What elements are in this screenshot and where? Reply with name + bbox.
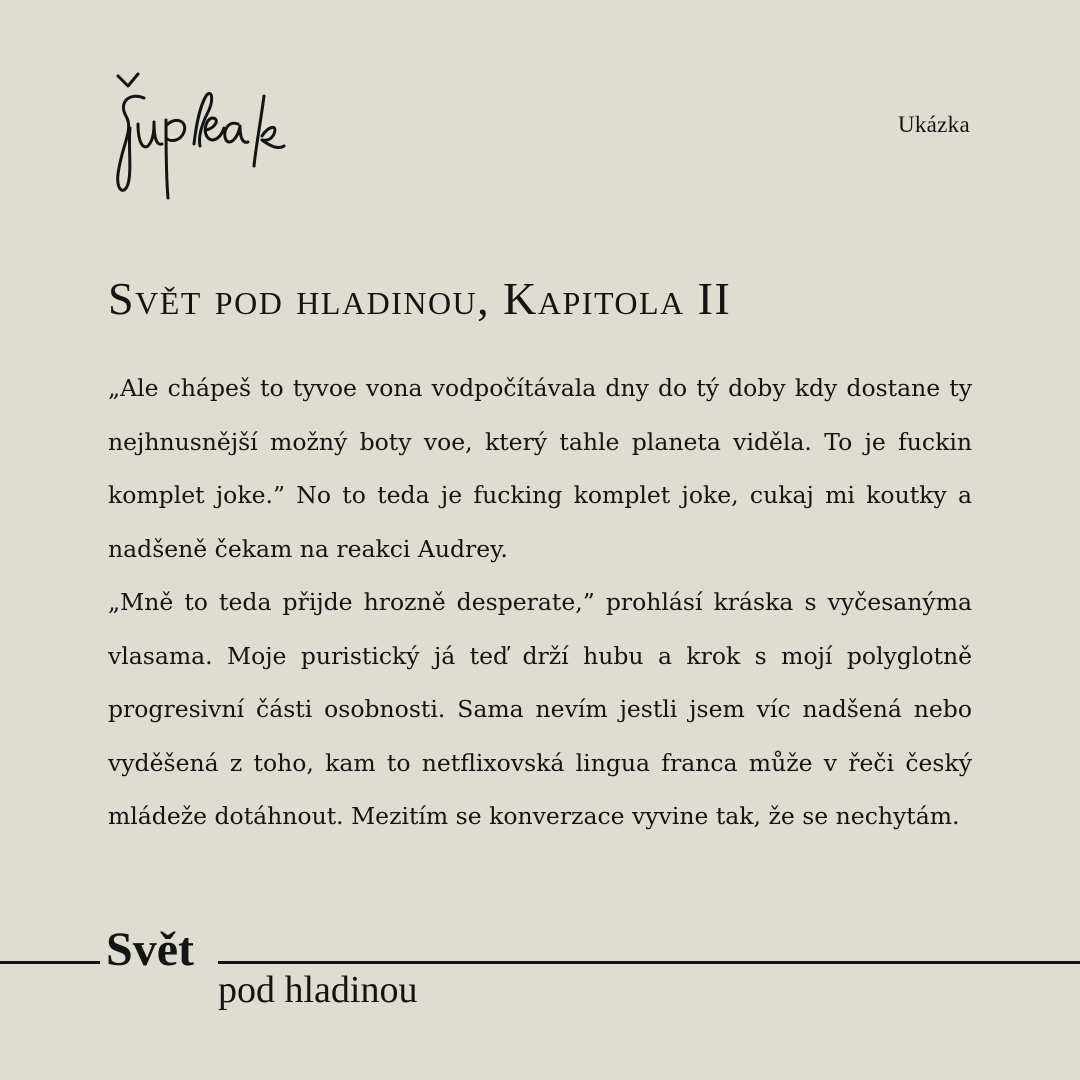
chapter-title: Svět pod hladinou, Kapitola II: [108, 273, 732, 324]
footer-divider-left: [0, 961, 100, 964]
paragraph: „Mně to teda přijde hrozně desperate,” prohlásí kráska s vyčesanýma vlasama. Moje puristický já teď drží hubu a krok s mojí polyglotně progresivní části osobnosti. Sama nevím jestli jsem víc nadšená nebo vyděšená z toho, kam to netflixovská lingua franca může v řeči český mládeže dotáhnout. Mezitím se konverzace vyvine tak, že se nechytám.: [108, 588, 972, 830]
footer-subtitle: pod hladinou: [218, 969, 418, 1011]
footer-divider-right: [218, 961, 1080, 964]
handwritten-signature-icon: [108, 66, 298, 206]
paragraph: „Ale chápeš to tyvoe vona vodpočítávala dny do tý doby kdy dostane ty nejhnusnější možný boty voe, který tahle planeta viděla. To je fuckin komplet joke.” No to teda je fucking komplet joke, cukaj mi koutky a nadšeně čekam na reakci Audrey.: [108, 374, 972, 563]
excerpt-tag: Ukázka: [897, 112, 970, 137]
footer-title: Svět: [106, 923, 194, 976]
signature-logo: [108, 66, 298, 206]
excerpt-body: [108, 362, 972, 844]
